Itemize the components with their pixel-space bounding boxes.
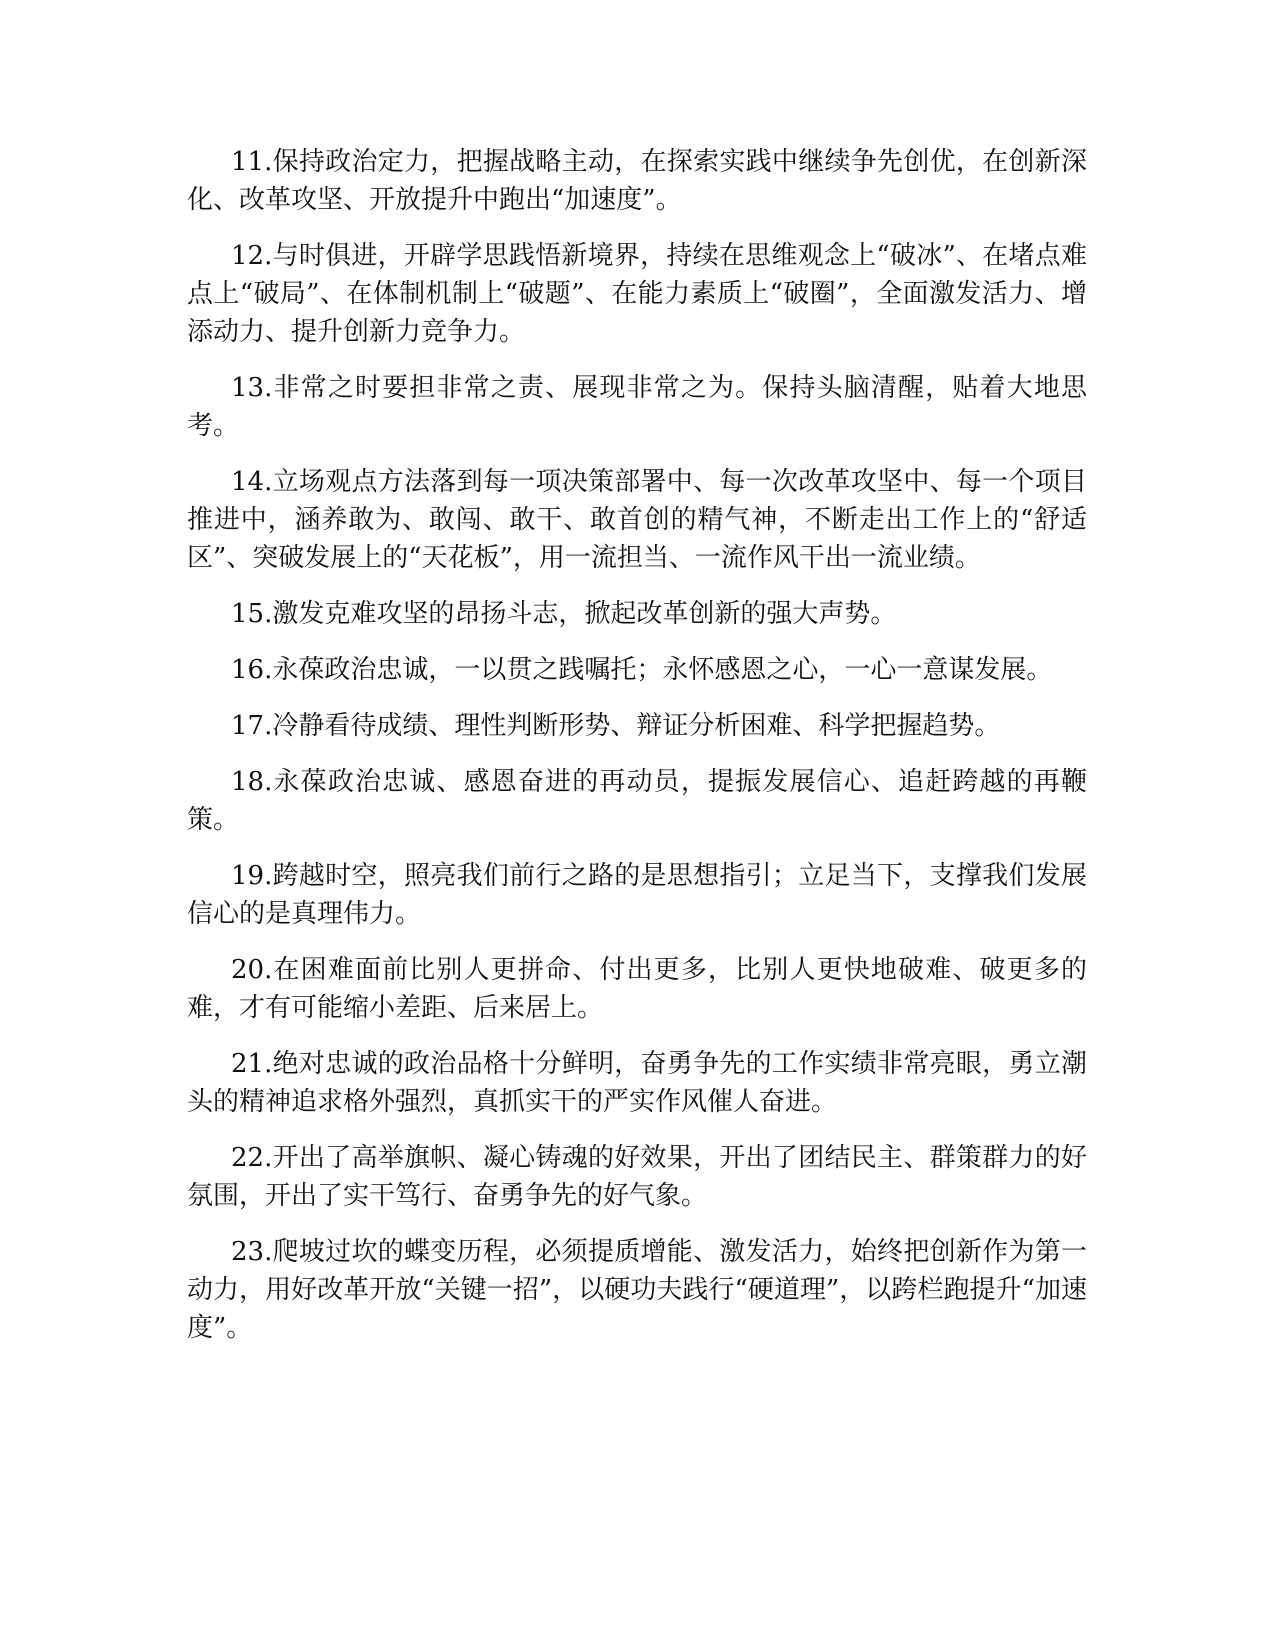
- document-body: [187, 143, 1087, 1365]
- paragraph-11: 11.保持政治定力，把握战略主动，在探索实践中继续争先创优，在创新深化、改革攻坚、开放提升中跑出“加速度”。: [187, 147, 1087, 215]
- paragraph-21: 21.绝对忠诚的政治品格十分鲜明，奋勇争先的工作实绩非常亮眼，勇立潮头的精神追求格外强烈，真抓实干的严实作风催人奋进。: [187, 1049, 1087, 1117]
- paragraph-19: 19.跨越时空，照亮我们前行之路的是思想指引；立足当下，支撑我们发展信心的是真理伟力。: [187, 861, 1087, 929]
- paragraph-23: 23.爬坡过坎的蝶变历程，必须提质增能、激发活力，始终把创新作为第一动力，用好改革开放“关键一招”，以硬功夫践行“硬道理”，以跨栏跑提升“加速度”。: [187, 1237, 1087, 1343]
- paragraph-17: 17.冷静看待成绩、理性判断形势、辩证分析困难、科学把握趋势。: [231, 711, 1001, 741]
- paragraph-22: 22.开出了高举旗帜、凝心铸魂的好效果，开出了团结民主、群策群力的好氛围，开出了实干笃行、奋勇争先的好气象。: [187, 1143, 1087, 1211]
- paragraph-15: 15.激发克难攻坚的昂扬斗志，掀起改革创新的强大声势。: [231, 599, 897, 629]
- paragraph-16: 16.永葆政治忠诚，一以贯之践嘱托；永怀感恩之心，一心一意谋发展。: [231, 655, 1053, 685]
- paragraph-13: 13.非常之时要担非常之责、展现非常之为。保持头脑清醒，贴着大地思考。: [187, 373, 1087, 441]
- paragraph-12: 12.与时俱进，开辟学思践悟新境界，持续在思维观念上“破冰”、在堵点难点上“破局”、在体制机制上“破题”、在能力素质上“破圈”，全面激发活力、增添动力、提升创新力竞争力。: [187, 241, 1087, 347]
- paragraph-14: 14.立场观点方法落到每一项决策部署中、每一次改革攻坚中、每一个项目推进中，涵养敢为、敢闯、敢干、敢首创的精气神，不断走出工作上的“舒适区”、突破发展上的“天花板”，用一流担当、一流作风干出一流业绩。: [187, 467, 1087, 573]
- paragraph-18: 18.永葆政治忠诚、感恩奋进的再动员，提振发展信心、追赶跨越的再鞭策。: [187, 767, 1087, 835]
- paragraph-20: 20.在困难面前比别人更拼命、付出更多，比别人更快地破难、破更多的难，才有可能缩小差距、后来居上。: [187, 955, 1087, 1023]
